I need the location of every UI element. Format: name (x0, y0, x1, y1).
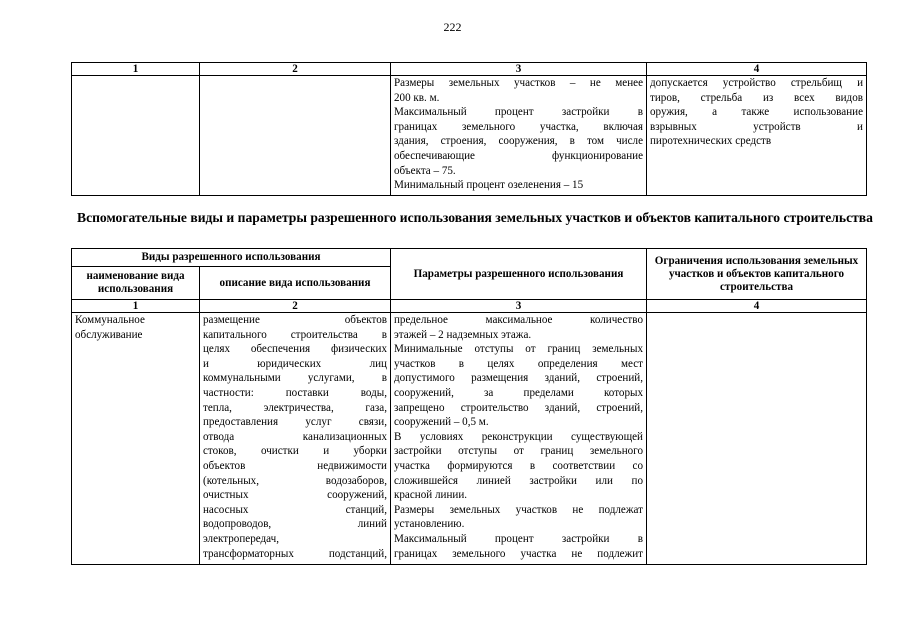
cell-empty (200, 76, 391, 196)
text-line: трансформаторных подстанций, (203, 547, 387, 560)
use-name-cell: Коммунальное обслуживание (72, 313, 200, 565)
text-line: сооружений – 0,5 м. (394, 416, 489, 429)
text-line: Минимальные отступы от границ земельных (394, 343, 643, 356)
name-subheader: наименование вида использования (72, 267, 200, 300)
text-line: запрещено строительство зданий, строений, (394, 401, 643, 414)
text-line: красной линии. (394, 489, 468, 502)
table-row (72, 76, 867, 196)
column-number: 1 (72, 300, 200, 313)
text-line: (котельных, водозаборов, (203, 474, 387, 487)
column-number: 1 (72, 63, 200, 76)
text-line: коммунальными услугами, в (203, 372, 387, 385)
section-title: Вспомогательные виды и параметры разрешенного использования земельных участков и объектов капитального строительства (77, 210, 873, 225)
text-line: застройки отступы от границ земельного (394, 445, 643, 458)
column-number: 3 (391, 63, 647, 76)
description-subheader: описание вида использования (200, 267, 391, 300)
column-number: 2 (200, 63, 391, 76)
text-line: водопроводов, линий (203, 518, 387, 531)
text-line: взрывных устройств и (650, 120, 863, 133)
text-line: границах земельного участка, включая (394, 120, 643, 133)
text-line: насосных станций, (203, 503, 387, 516)
text-line: тиров, стрельба из всех видов (650, 91, 863, 104)
text-line: объектов недвижимости (203, 459, 387, 472)
restrictions-header: Ограничения использования земельных участков и объектов капитального строительства (647, 249, 867, 300)
text-line: Размеры земельных участков – не менее (394, 77, 643, 89)
text-line: Максимальный процент застройки в (394, 532, 643, 545)
text-line: установлению. (394, 518, 465, 531)
header-row (72, 249, 867, 267)
text-line: и юридических лиц (203, 357, 387, 370)
group-header: Виды разрешенного использования (72, 249, 391, 267)
parameters-cell (391, 76, 647, 196)
text-line: целях обеспечения физических (203, 343, 387, 356)
table-row (72, 313, 867, 565)
text-line: пиротехнических средств (650, 135, 772, 148)
text-line: 200 кв. м. (394, 91, 440, 104)
text-line: границах земельного участка не подлежит (394, 547, 643, 560)
text-line: обеспечивающие функционирование (394, 149, 643, 162)
text-line: Максимальный процент застройки в (394, 106, 643, 119)
text-line: допустимого размещения зданий, строений, (394, 372, 643, 385)
text-line: участков в целях определения мест (394, 357, 643, 370)
restrictions-cell (647, 313, 867, 565)
cell-empty (72, 76, 200, 196)
text-line: объекта – 75. (394, 164, 456, 177)
text-line: допускается устройство стрельбищ и (650, 77, 863, 89)
text-line: здания, строения, сооружения, в том числе (394, 135, 643, 148)
text-line: В условиях реконструкции существующей (394, 430, 643, 443)
parameters-cell (391, 313, 647, 565)
uses-table (71, 248, 867, 565)
text-line: этажей – 2 надземных этажа. (394, 328, 532, 341)
column-number-row (72, 300, 867, 313)
text-line: предельное максимальное количество (394, 314, 643, 326)
use-description-cell (200, 313, 391, 565)
text-line: сооружений, за пределами которых (394, 386, 643, 399)
text-line: очистных сооружений, (203, 489, 387, 502)
column-number: 3 (391, 300, 647, 313)
page-number: 222 (443, 20, 462, 34)
text-line: капитального строительства в (203, 328, 387, 341)
continuation-table (71, 62, 867, 196)
text-line: размещение объектов (203, 314, 387, 326)
column-number: 4 (647, 63, 867, 76)
column-number-row (72, 63, 867, 76)
column-number: 4 (647, 300, 867, 313)
text-line: частности: поставки воды, (203, 386, 387, 399)
text-line: Размеры земельных участков не подлежат (394, 503, 643, 516)
text-line: участка формируются в соответствии со (394, 459, 643, 472)
text-line: стоков, очистки и уборки (203, 445, 387, 458)
text-line: сложившейся линией застройки или по (394, 474, 643, 487)
text-line: тепла, электричества, газа, (203, 401, 387, 414)
text-line: предоставления услуг связи, (203, 416, 387, 429)
text-line: электропередач, (203, 532, 280, 545)
params-header: Параметры разрешенного использования (391, 249, 647, 300)
text-line: отвода канализационных (203, 430, 387, 443)
text-line: Минимальный процент озеленения – 15 (394, 179, 584, 192)
column-number: 2 (200, 300, 391, 313)
restrictions-cell (647, 76, 867, 196)
text-line: оружия, а также использование (650, 106, 863, 119)
